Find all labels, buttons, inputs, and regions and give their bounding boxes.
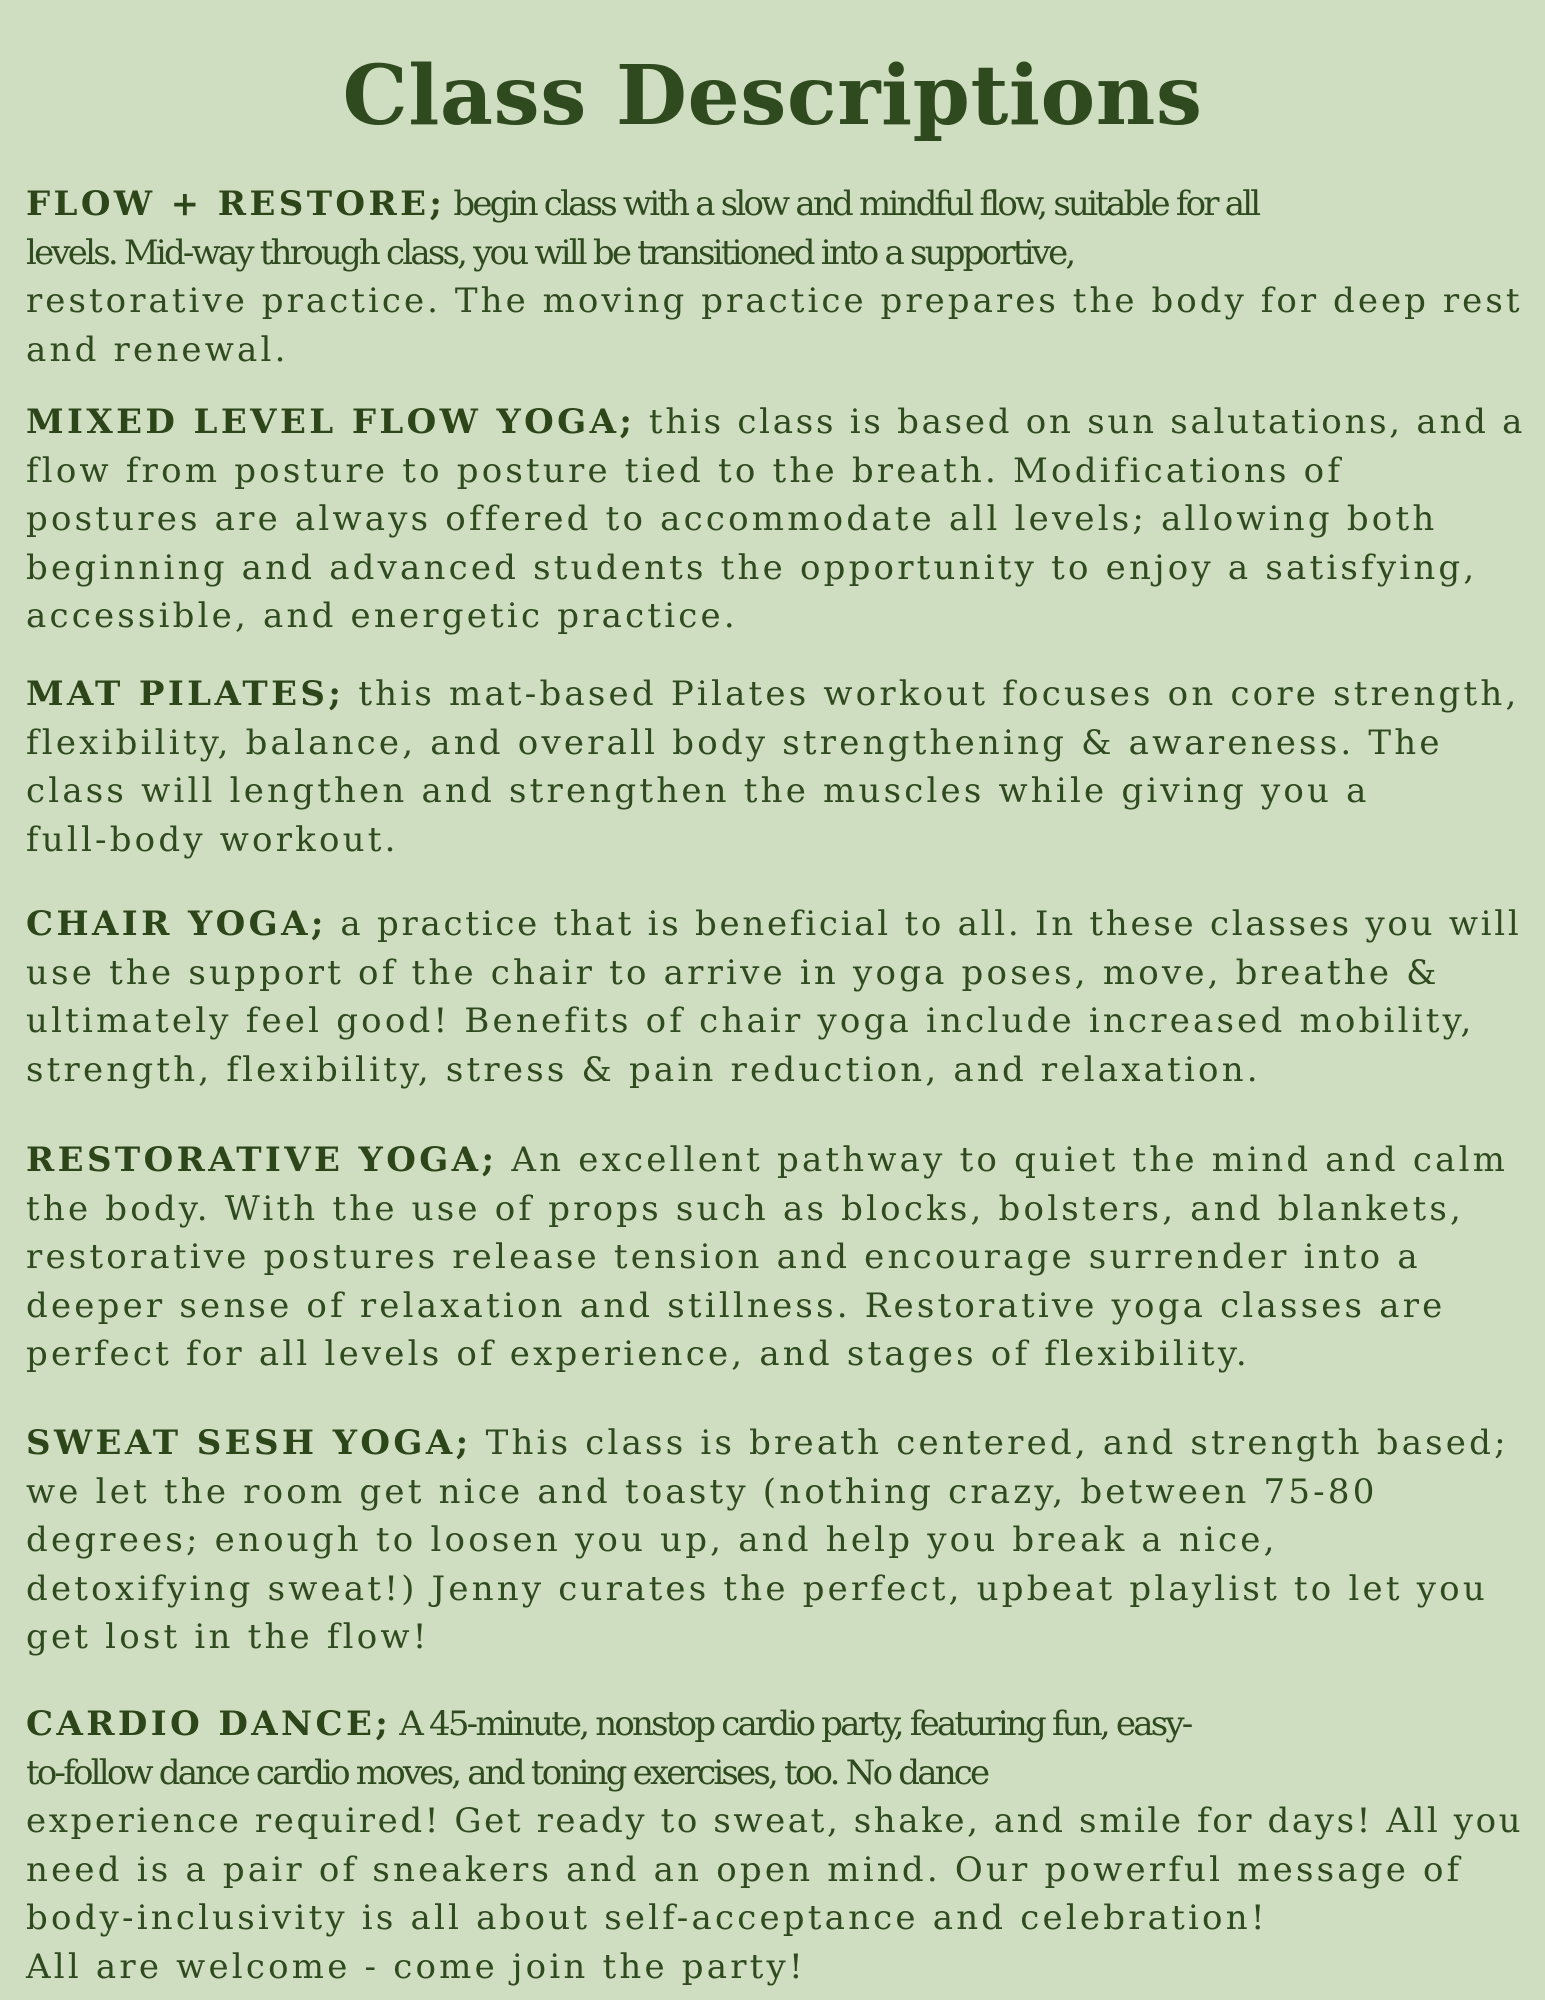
class-description-line: strength, flexibility, stress & pain reduction, and relaxation. bbox=[26, 1049, 1261, 1090]
class-description-line: the body. With the use of props such as blocks, bolsters, and blankets, bbox=[26, 1188, 1465, 1229]
class-description-line: deeper sense of relaxation and stillness. Restorative yoga classes are bbox=[26, 1285, 1446, 1326]
class-description-line: full-body workout. bbox=[26, 819, 399, 860]
class-description-line: get lost in the flow! bbox=[26, 1617, 430, 1657]
class-description-line: need is a pair of sneakers and an open mind. Our powerful message of bbox=[26, 1849, 1463, 1890]
class-description-line: levels. Mid-way through class, you will be transitioned into a supportive, bbox=[26, 232, 1074, 273]
class-description-line: use the support of the chair to arrive in yoga poses, move, breathe & bbox=[26, 952, 1440, 993]
class-description-line: ultimately feel good! Benefits of chair yoga include increased mobility, bbox=[26, 1001, 1475, 1041]
class-description-line: An excellent pathway to quiet the mind and calm bbox=[497, 1140, 1509, 1180]
class-description-line: flexibility, balance, and overall body strengthening & awareness. The bbox=[26, 722, 1443, 763]
class-restorative-yoga bbox=[26, 1136, 1508, 1379]
class-name: FLOW + RESTORE; bbox=[26, 184, 446, 224]
class-description-line: body-inclusivity is all about self-acceptance and celebration! bbox=[26, 1898, 1268, 1938]
class-description-line: we let the room get nice and toasty (nothing crazy, between 75-80 bbox=[26, 1471, 1378, 1512]
class-description-line: flow from posture to posture tied to the breath. Modifications of bbox=[26, 450, 1344, 491]
class-description-line: begin class with a slow and mindful flow, suitable for all bbox=[445, 184, 1259, 224]
class-description-line: and renewal. bbox=[26, 329, 289, 370]
class-description-line: restorative practice. The moving practice prepares the body for deep rest bbox=[26, 281, 1523, 321]
class-description-line: experience required! Get ready to sweat, shake, and smile for days! All you bbox=[26, 1801, 1524, 1841]
class-description-line: accessible, and energetic practice. bbox=[26, 596, 738, 636]
class-description-line: restorative postures release tension and encourage surrender into a bbox=[26, 1237, 1421, 1277]
class-chair-yoga bbox=[26, 900, 1522, 1094]
class-name: SWEAT SESH YOGA; bbox=[26, 1423, 472, 1463]
class-description-line: perfect for all levels of experience, and stages of flexibility. bbox=[26, 1334, 1250, 1374]
class-cardio-dance bbox=[26, 1700, 1523, 1991]
class-description-line: to-follow dance cardio moves, and toning exercises, too. No dance bbox=[26, 1752, 988, 1793]
class-description-line: this class is based on sun salutations, and a bbox=[635, 402, 1526, 442]
class-description-line: This class is breath centered, and strength based; bbox=[471, 1423, 1509, 1463]
class-flow-restore bbox=[26, 180, 1523, 374]
class-description-line: All are welcome - come join the party! bbox=[26, 1946, 806, 1987]
class-description-line: a practice that is beneficial to all. In these classes you will bbox=[326, 904, 1522, 944]
class-description-line: this mat-based Pilates workout focuses on core strength, bbox=[344, 674, 1520, 714]
class-description-line: degrees; enough to loosen you up, and help you break a nice, bbox=[26, 1520, 1278, 1560]
class-mat-pilates bbox=[26, 670, 1519, 864]
class-name: MIXED LEVEL FLOW YOGA; bbox=[26, 402, 636, 442]
class-description-line: beginning and advanced students the opportunity to enjoy a satisfying, bbox=[26, 547, 1478, 588]
class-sweat-sesh-yoga bbox=[26, 1419, 1509, 1662]
class-name: CARDIO DANCE; bbox=[26, 1704, 392, 1744]
class-name: RESTORATIVE YOGA; bbox=[26, 1140, 498, 1180]
class-name: MAT PILATES; bbox=[26, 674, 345, 714]
class-description-line: detoxifying sweat!) Jenny curates the perfect, upbeat playlist to let you bbox=[26, 1568, 1488, 1609]
page-title: Class Descriptions bbox=[342, 48, 1203, 144]
class-name: CHAIR YOGA; bbox=[26, 904, 327, 944]
class-description-line: A 45-minute, nonstop cardio party, featuring fun, easy- bbox=[391, 1704, 1191, 1744]
class-description-line: class will lengthen and strengthen the muscles while giving you a bbox=[26, 771, 1370, 811]
class-mixed-level-flow-yoga bbox=[26, 398, 1525, 641]
class-description-line: postures are always offered to accommodate all levels; allowing both bbox=[26, 499, 1438, 539]
